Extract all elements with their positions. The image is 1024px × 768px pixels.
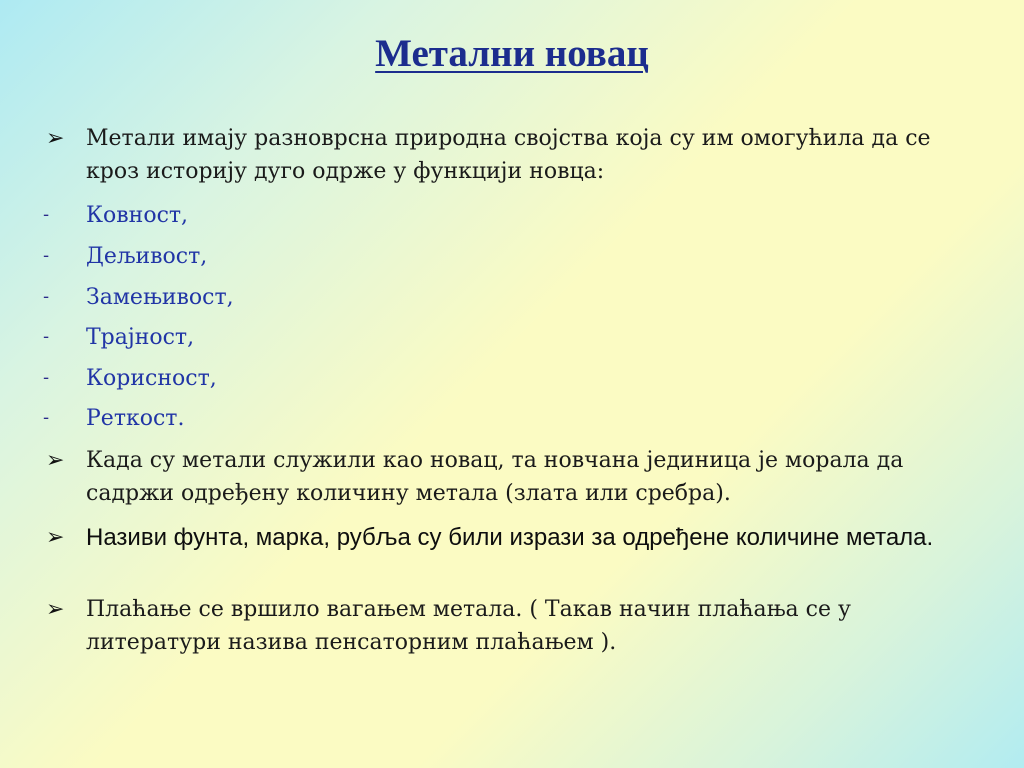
bullet-text: Плаћање се вршило вагањем метала. ( Такав начин плаћања се у литератури назива пенсаторним плаћањем ). xyxy=(86,597,851,655)
dash-marker: - xyxy=(43,408,50,428)
property-text: Дељивост, xyxy=(86,244,208,269)
bullet-text: Када су метали служили као новац, та новчана јединица је морала да садржи одређену количину метала (злата или сребра). xyxy=(86,448,904,506)
arrow-bullet-icon: ➢ xyxy=(46,597,65,622)
bullet-text: Називи фунта, марка, рубља су били изрази за одређене количине метала. xyxy=(86,524,934,551)
slide-title: Метални новац xyxy=(375,32,649,75)
dash-marker: - xyxy=(43,205,50,225)
bullet-text: Метали имају разноврсна природна својства која су им омогућила да се кроз историју дуго одрже у функцији новца: xyxy=(86,126,931,184)
property-text: Замењивост, xyxy=(86,285,234,310)
dash-marker: - xyxy=(43,287,50,307)
arrow-bullet-icon: ➢ xyxy=(46,126,65,151)
property-text: Трајност, xyxy=(86,325,195,350)
dash-marker: - xyxy=(43,246,50,266)
arrow-bullet-icon: ➢ xyxy=(46,525,65,550)
arrow-bullet-icon: ➢ xyxy=(46,448,65,473)
property-text: Корисност, xyxy=(86,366,217,391)
dash-marker: - xyxy=(43,368,50,388)
property-text: Реткост. xyxy=(86,406,185,431)
dash-marker: - xyxy=(43,327,50,347)
property-text: Ковност, xyxy=(86,203,189,228)
